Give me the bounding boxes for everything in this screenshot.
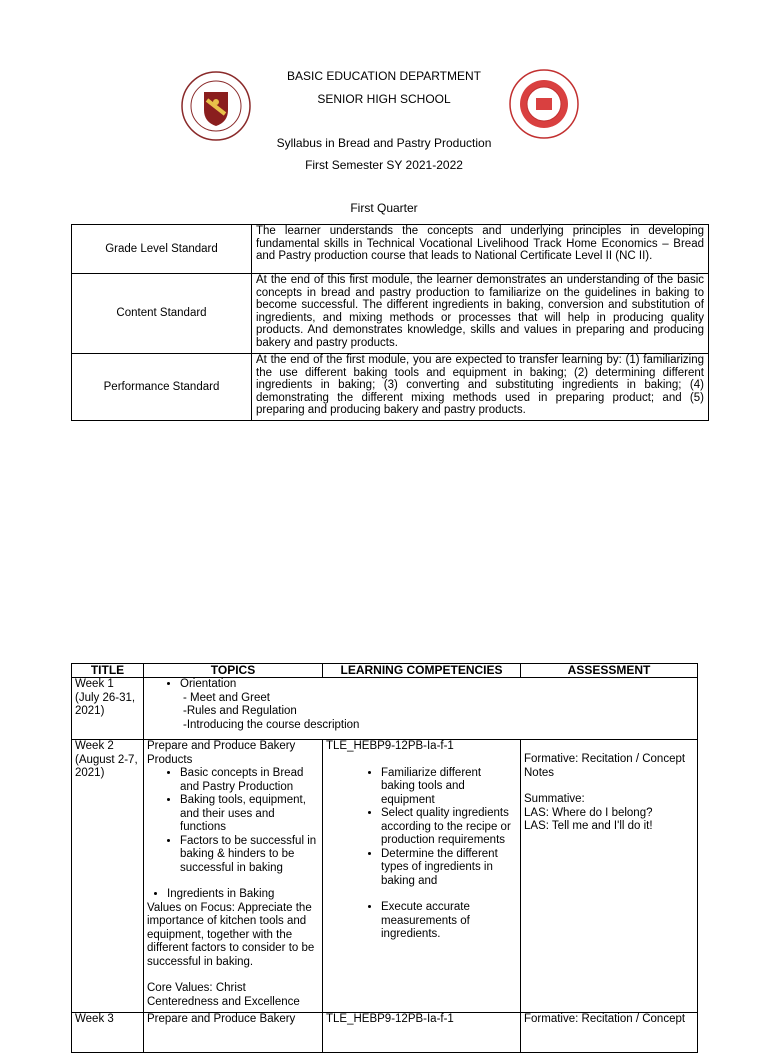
standard-label: Content Standard: [72, 274, 252, 354]
list-item: • Select quality ingredients according to the recipe or production requirements: [381, 807, 517, 848]
las-item: LAS: Where do I belong?: [524, 806, 653, 819]
list-item: • Factors to be successful in baking & hinders to be successful in baking: [180, 835, 319, 876]
department-heading: BASIC EDUCATION DEPARTMENT: [286, 69, 482, 83]
list-item: • Basic concepts in Bread and Pastry Production: [180, 767, 319, 794]
list-item: • Ingredients in Baking: [167, 888, 319, 902]
column-header: LEARNING COMPETENCIES: [323, 664, 521, 678]
table-row: [72, 740, 698, 1013]
core-values: Core Values: Christ Centeredness and Excellence: [147, 982, 300, 1008]
week1-topics: [144, 678, 698, 740]
list-item: • Baking tools, equipment, and their uses and functions: [180, 794, 319, 835]
quarter-heading: First Quarter: [350, 201, 418, 215]
week-title: Week 3: [72, 1013, 144, 1053]
column-header: TITLE: [72, 664, 144, 678]
list-item: -Introducing the course description: [183, 718, 360, 731]
syllabus-title: Syllabus in Bread and Pastry Production: [276, 136, 492, 150]
week2-assessment: [521, 740, 698, 1013]
topic-heading: Prepare and Produce Bakery: [144, 1013, 323, 1053]
values-on-focus: Values on Focus: Appreciate the importance of kitchen tools and equipment, together with the different factors to consider to be successful in baking.: [147, 901, 315, 968]
table-header-row: [72, 664, 698, 678]
table-row: [72, 1013, 698, 1053]
table-row: [72, 225, 709, 274]
week2-competencies: [323, 740, 521, 1013]
table-row: [72, 354, 709, 421]
table-row: [72, 274, 709, 354]
standard-text: At the end of the first module, you are expected to transfer learning by: (1) familiarizing the use different baking tools and equipment in baking; (2) determining different ingredients in baking; (3) converting and substituting ingredients in baking; (4) demonstrating the different mixing methods used in preparing product; and (5) preparing and producing bakery and pastry products.: [252, 354, 709, 421]
formative-assessment: Formative: Recitation / Concept: [521, 1013, 698, 1053]
week2-topics: [144, 740, 323, 1013]
list-item: • Familiarize different baking tools and equipment: [381, 767, 517, 808]
semester-line: First Semester SY 2021-2022: [305, 158, 463, 172]
standard-label: Performance Standard: [72, 354, 252, 421]
standards-table: [71, 224, 709, 421]
las-item: LAS: Tell me and I'll do it!: [524, 820, 653, 832]
formative-assessment: Formative: Recitation / Concept Notes: [524, 753, 686, 779]
standard-text: At the end of this first module, the learner demonstrates an understanding of the basic concepts in bread and pastry production to familiarize on the guidelines in baking to become successful. The different ingredients in baking, conversion and substitution of ingredients, and mixing methods or processes that will help in producing quality products. And demonstrates knowledge, skills and values in preparing and producing bakery and pastry products.: [252, 274, 709, 354]
list-item: • Orientation: [180, 678, 694, 692]
standard-text: The learner understands the concepts and underlying principles in developing fundamental skills in Technical Vocational Livelihood Track Home Economics – Bread and Pastry production course that leads to National Certificate Level II (NC II).: [252, 225, 709, 274]
competency-code: TLE_HEBP9-12PB-Ia-f-1: [326, 740, 454, 752]
list-item: - Meet and Greet: [183, 691, 270, 704]
syllabus-table: [71, 663, 698, 1053]
column-header: ASSESSMENT: [521, 664, 698, 678]
week-title: Week 1 (July 26-31, 2021): [72, 678, 144, 740]
school-heading: SENIOR HIGH SCHOOL: [317, 92, 451, 106]
standard-label: Grade Level Standard: [72, 225, 252, 274]
week-title: Week 2 (August 2-7, 2021): [72, 740, 144, 1013]
list-item: • Determine the different types of ingredients in baking and: [381, 848, 517, 889]
list-item: • Execute accurate measurements of ingredients.: [381, 901, 517, 942]
competency-code: TLE_HEBP9-12PB-Ia-f-1: [323, 1013, 521, 1053]
table-row: [72, 678, 698, 740]
list-item: -Rules and Regulation: [183, 705, 297, 717]
topic-heading: Prepare and Produce Bakery Products: [147, 740, 296, 766]
summative-assessment: Summative:: [524, 793, 585, 805]
column-header: TOPICS: [144, 664, 323, 678]
